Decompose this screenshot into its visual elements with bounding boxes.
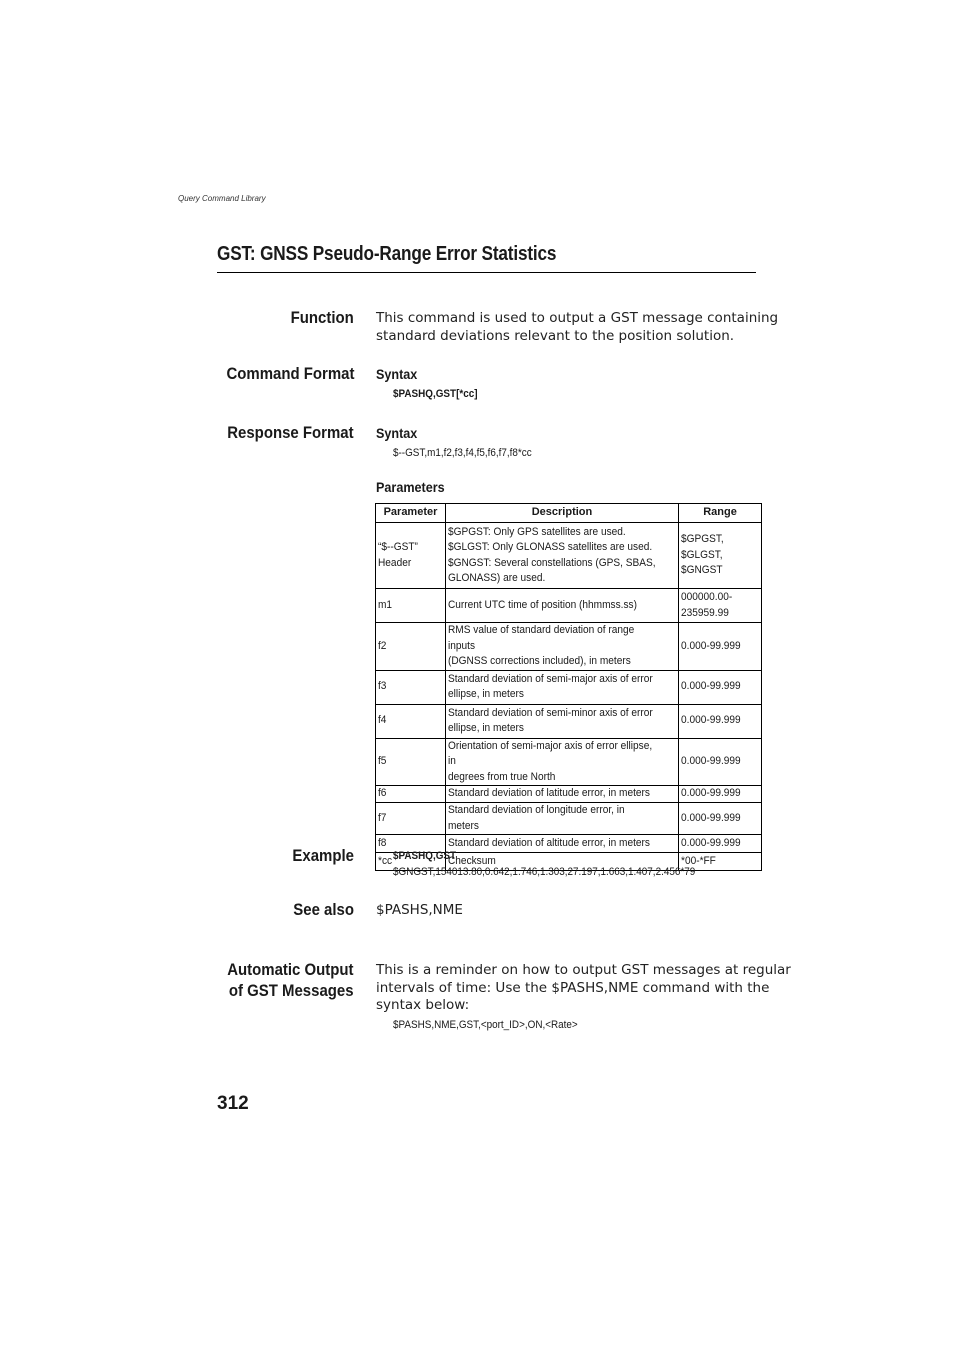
cell-line: $GLGST: Only GLONASS satellites are used. xyxy=(448,541,653,553)
table-cell xyxy=(679,670,762,704)
page-number: 312 xyxy=(217,1093,249,1114)
text-line: intervals of time: Use the $PASHS,NME command with the xyxy=(376,979,770,996)
table-row xyxy=(376,738,762,786)
table-cell xyxy=(679,803,762,835)
table-row xyxy=(376,803,762,835)
table-cell xyxy=(446,623,679,671)
table-row xyxy=(376,623,762,671)
table-cell xyxy=(446,738,679,786)
command-format-label: Command Format xyxy=(225,364,354,383)
cell-line: f4 xyxy=(378,714,387,727)
cell-line: Standard deviation of altitude error, in meters xyxy=(448,836,650,849)
cell-line: m1 xyxy=(378,598,393,611)
table-cell xyxy=(679,623,762,671)
cell-line: f5 xyxy=(378,755,387,767)
see-also-link[interactable]: $PASHS,NME xyxy=(376,902,463,918)
command-syntax: $PASHQ,GST[*cc] xyxy=(393,388,478,400)
cell-line: 0.000-99.999 xyxy=(681,787,741,800)
cell-line: f6 xyxy=(378,787,387,800)
table-row xyxy=(376,786,762,803)
cell-line: ellipse, in meters xyxy=(448,722,524,734)
text-line: syntax below: xyxy=(376,997,470,1013)
cell-line: 235959.99 xyxy=(681,606,729,619)
cell-line: Header xyxy=(378,556,412,569)
cell-line: Standard deviation of latitude error, in meters xyxy=(448,787,650,800)
cell-line: ellipse, in meters xyxy=(448,688,524,700)
label-line: of GST Messages xyxy=(229,981,354,1000)
table-cell xyxy=(679,523,762,589)
function-label: Function xyxy=(290,308,354,327)
cell-line: 0.000-99.999 xyxy=(681,680,741,693)
text-line: This is a reminder on how to output GST messages at regular xyxy=(376,962,791,978)
cell-line: RMS value of standard deviation of range inputs xyxy=(448,624,635,652)
see-also-label: See also xyxy=(293,900,354,919)
table-row xyxy=(376,589,762,623)
page-title: GST: GNSS Pseudo-Range Error Statistics xyxy=(217,243,557,265)
table-cell xyxy=(679,704,762,738)
cell-line: 0.000-99.999 xyxy=(681,639,741,652)
table-cell xyxy=(446,670,679,704)
table-row xyxy=(376,704,762,738)
function-text xyxy=(376,310,778,345)
table-cell xyxy=(679,589,762,623)
cell-line: 0.000-99.999 xyxy=(681,836,741,849)
label-line: Automatic Output xyxy=(227,960,354,979)
example-response: $GNGST,154013.80,0.642,1.746,1.303,27.197,1.663,1.407,2.456*79 xyxy=(393,866,696,878)
table-cell xyxy=(376,738,446,786)
cell-line: Standard deviation of longitude error, in meters xyxy=(448,804,625,832)
automatic-output-text xyxy=(376,962,791,1015)
cell-line: $GPGST: Only GPS satellites are used. xyxy=(448,525,626,538)
example-command: $PASHQ,GST xyxy=(393,850,457,862)
table-row xyxy=(376,523,762,589)
command-syntax-heading: Syntax xyxy=(376,366,418,382)
parameters-heading: Parameters xyxy=(376,479,445,495)
cell-line: f8 xyxy=(378,836,387,849)
table-cell xyxy=(376,704,446,738)
cell-line: Current UTC time of position (hhmmss.ss) xyxy=(448,598,637,611)
cell-line: f3 xyxy=(378,680,387,693)
cell-line: GLONASS) are used. xyxy=(448,572,546,584)
automatic-output-syntax: $PASHS,NME,GST,<port_ID>,ON,<Rate> xyxy=(393,1019,578,1031)
table-cell xyxy=(376,803,446,835)
table-cell xyxy=(446,786,679,803)
table-cell xyxy=(376,523,446,589)
cell-line: 0.000-99.999 xyxy=(681,714,741,727)
table-row xyxy=(376,670,762,704)
cell-line: degrees from true North xyxy=(448,770,556,783)
table-cell xyxy=(446,589,679,623)
table-header-row xyxy=(376,504,762,523)
table-cell xyxy=(679,835,762,853)
automatic-output-label xyxy=(228,959,354,1001)
cell-line: Orientation of semi-major axis of error ellipse, in xyxy=(448,739,653,767)
column-header: Range xyxy=(679,504,762,523)
cell-line: $GNGST xyxy=(681,564,723,577)
table-cell xyxy=(376,623,446,671)
title-rule xyxy=(217,272,756,273)
table-cell xyxy=(376,786,446,803)
table-cell xyxy=(376,670,446,704)
response-format-label: Response Format xyxy=(227,423,354,442)
function-text-line: This command is used to output a GST message containing xyxy=(376,310,779,326)
cell-line: 000000.00- xyxy=(681,591,733,603)
cell-line: $GNGST: Several constellations (GPS, SBAS, xyxy=(448,556,656,569)
table-cell xyxy=(446,523,679,589)
column-header: Description xyxy=(446,504,679,523)
table-cell xyxy=(679,738,762,786)
column-header: Parameter xyxy=(376,504,446,523)
table-cell xyxy=(376,589,446,623)
table-cell xyxy=(446,803,679,835)
cell-line: 0.000-99.999 xyxy=(681,811,741,824)
table-cell xyxy=(446,835,679,853)
response-syntax: $--GST,m1,f2,f3,f4,f5,f6,f7,f8*cc xyxy=(393,447,532,459)
cell-line: $GPGST, xyxy=(681,533,724,546)
running-head: Query Command Library xyxy=(178,194,266,203)
cell-line: *cc xyxy=(378,854,393,867)
cell-line: (DGNSS corrections included), in meters xyxy=(448,655,631,667)
cell-line: f7 xyxy=(378,811,387,824)
table-cell xyxy=(679,786,762,803)
cell-line: *00-*FF xyxy=(681,854,716,867)
cell-line: Standard deviation of semi-minor axis of error xyxy=(448,706,653,719)
cell-line: Checksum xyxy=(448,854,496,867)
response-syntax-heading: Syntax xyxy=(376,425,418,441)
cell-line: “$--GST” xyxy=(378,541,418,553)
cell-line: Standard deviation of semi-major axis of error xyxy=(448,672,653,685)
cell-line: $GLGST, xyxy=(681,548,723,561)
table-cell xyxy=(446,704,679,738)
example-label: Example xyxy=(292,846,354,865)
cell-line: f2 xyxy=(378,639,387,652)
cell-line: 0.000-99.999 xyxy=(681,755,741,767)
function-text-line: standard deviations relevant to the position solution. xyxy=(376,327,735,344)
parameters-table xyxy=(375,503,762,871)
